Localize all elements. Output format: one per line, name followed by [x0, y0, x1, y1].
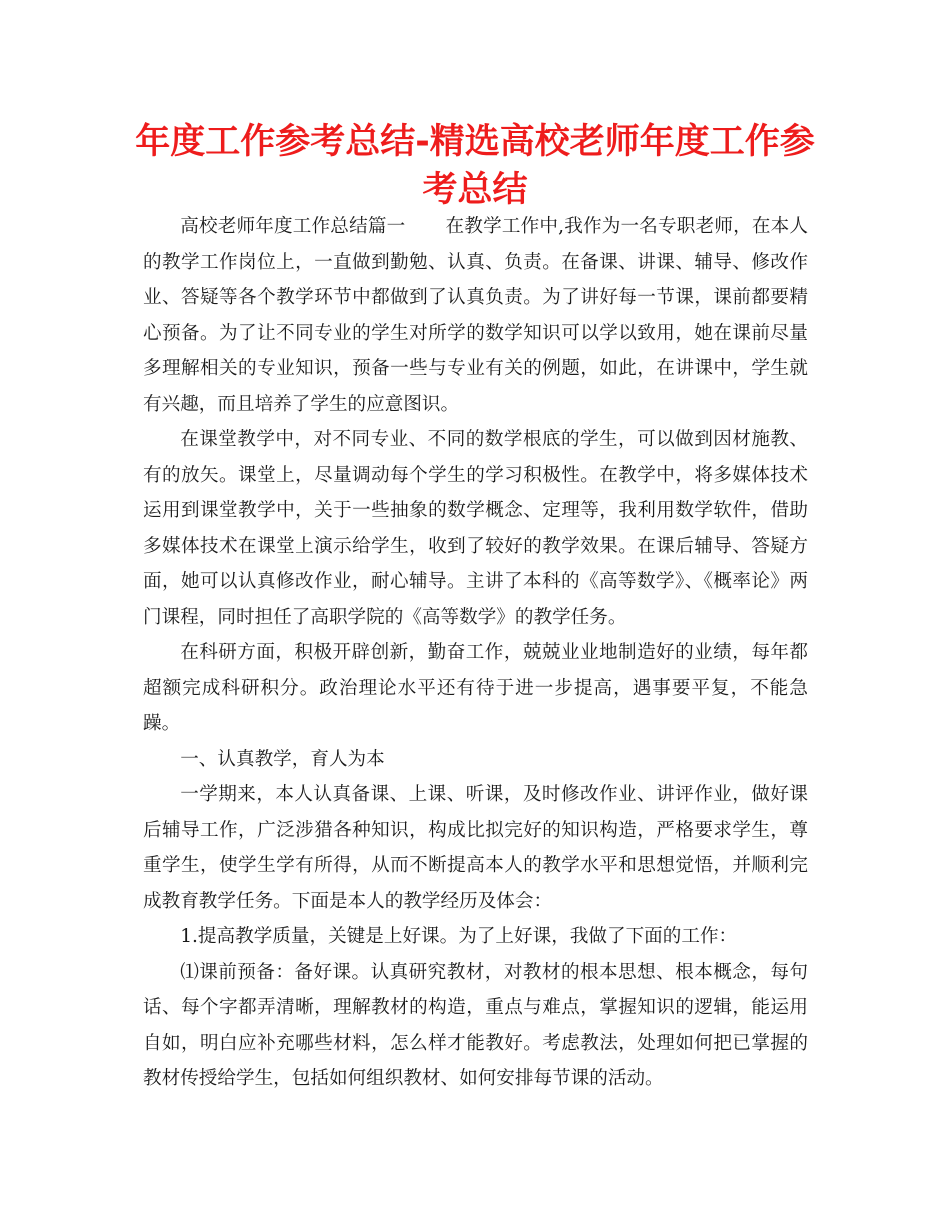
paragraph: 在科研方面，积极开辟创新，勤奋工作，兢兢业业地制造好的业绩，每年都超额完成科研积分。政治理论水平还有待于进一步提高，遇事要平复，不能急躁。: [143, 642, 808, 734]
document-title: 年度工作参考总结-精选高校老师年度工作参考总结: [135, 122, 815, 210]
paragraph: 在课堂教学中，对不同专业、不同的数学根底的学生，可以做到因材施教、有的放矢。课堂上，尽量调动每个学生的学习积极性。在教学中，将多媒体技术运用到课堂教学中，关于一些抽象的数学概念、定理等，我利用数学软件，借助多媒体技术在课堂上演示给学生，收到了较好的教学效果。在课后辅导、答疑方面，她可以认真修改作业，耐心辅导。主讲了本科的《高等数学》、《概率论》两门课程，同时担任了高职学院的《高等数学》的教学任务。: [143, 429, 808, 628]
section-heading-text: 高校老师年度工作总结篇一: [180, 216, 406, 237]
list-item: 1.提高教学质量，关键是上好课。为了上好课，我做了下面的工作：: [180, 926, 738, 947]
paragraph-intro: [143, 209, 808, 422]
list-item: ⑴课前预备：备好课。认真研究教材，对教材的根本思想、根本概念，每句话、每个字都弄清晰，理解教材的构造，重点与难点，掌握知识的逻辑，能运用自如，明白应补充哪些材料，怎么样才能教好。考虑教法，处理如何把已掌握的教材传授给学生，包括如何组织教材、如何安排每节课的活动。: [143, 961, 808, 1089]
paragraph: 一学期来，本人认真备课、上课、听课，及时修改作业、讲评作业，做好课后辅导工作，广泛涉猎各种知识，构成比拟完好的知识构造，严格要求学生，尊重学生，使学生学有所得，从而不断提高本人的教学水平和思想觉悟，并顺利完成教育教学任务。下面是本人的教学经历及体会：: [143, 784, 808, 912]
document-body: [143, 209, 808, 1097]
paragraph-text: 在教学工作中,我作为一名专职老师，在本人的教学工作岗位上，一直做到勤勉、认真、负责。在备课、讲课、辅导、修改作业、答疑等各个教学环节中都做到了认真负责。为了讲好每一节课，课前都要精心预备。为了让不同专业的学生对所学的数学知识可以学以致用，她在课前尽量多理解相关的专业知识，预备一些与专业有关的例题，如此，在讲课中，学生就有兴趣，而且培养了学生的应意图识。: [143, 216, 808, 415]
section-heading: 一、认真教学，育人为本: [180, 748, 385, 770]
